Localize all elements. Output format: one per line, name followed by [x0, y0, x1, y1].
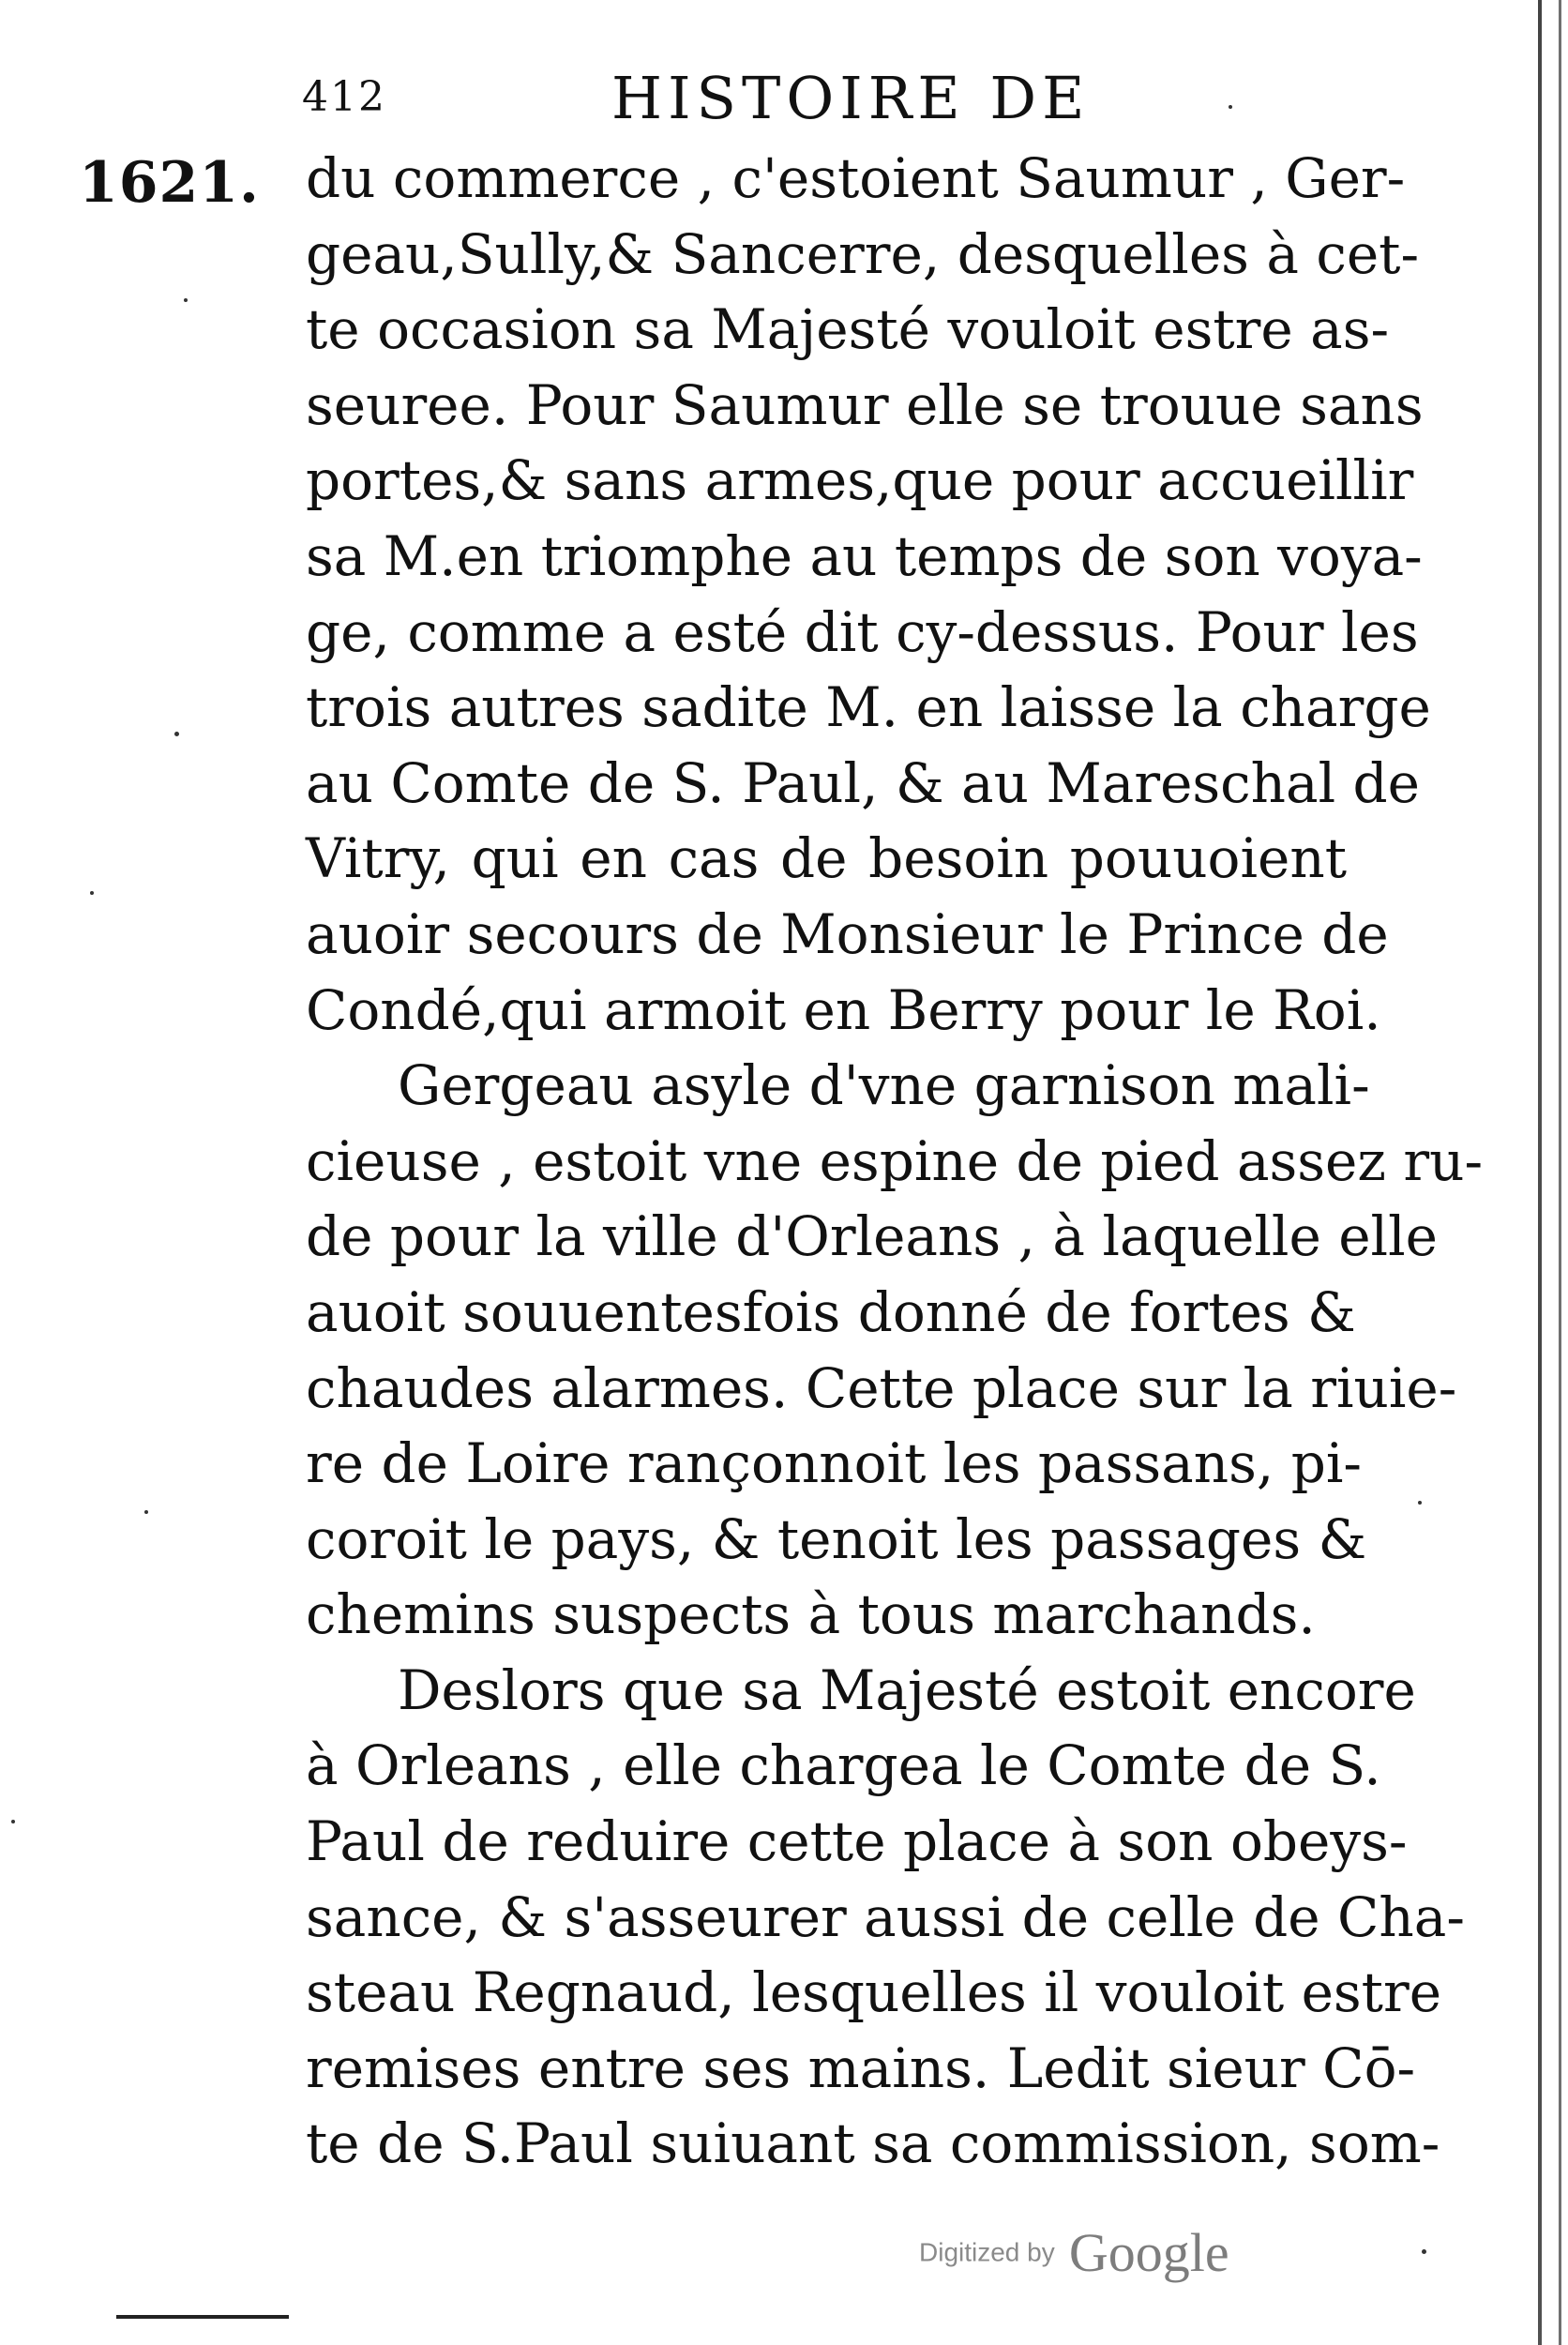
text-line: re de Loire rançonnoit les passans, pi-	[306, 1431, 1362, 1496]
text-line: remises entre ses mains. Ledit sieur Cō-	[306, 2035, 1416, 2100]
text-line: au Comte de S. Paul, & au Mareschal de	[306, 750, 1421, 815]
ink-speck	[1229, 105, 1232, 109]
ink-speck	[184, 298, 188, 302]
text-line: chemins suspects à tous marchands.	[306, 1582, 1316, 1647]
ink-speck	[11, 1820, 15, 1823]
paragraph-first-line: Deslors que sa Majesté estoit encore	[398, 1657, 1416, 1722]
paragraph-first-line: Gergeau asyle d'vne garnison mali-	[398, 1053, 1370, 1118]
ink-speck	[1418, 1501, 1422, 1505]
ink-speck	[90, 891, 94, 895]
text-line: trois autres sadite M. en laisse la charge	[306, 675, 1431, 740]
margin-year: 1621.	[79, 150, 260, 216]
text-line: te de S.Paul suiuant sa commission, som-	[306, 2111, 1440, 2176]
text-line: Condé,qui armoit en Berry pour le Roi.	[306, 977, 1381, 1042]
text-line: seuree. Pour Saumur elle se trouue sans	[306, 372, 1424, 437]
text-line: à Orleans , elle chargea le Comte de S.	[306, 1733, 1381, 1798]
binding-edge-line	[1538, 0, 1542, 2345]
text-line: de pour la ville d'Orleans , à laquelle elle	[306, 1204, 1438, 1269]
text-line: te occasion sa Majesté vouloit estre as-	[306, 297, 1390, 362]
text-line: sance, & s'asseurer aussi de celle de Cha-	[306, 1884, 1465, 1949]
text-line: steau Regnaud, lesquelles il vouloit estre	[306, 1960, 1442, 2025]
digitized-by-label: Digitized by	[919, 2237, 1055, 2267]
text-line: auoir secours de Monsieur le Prince de	[306, 901, 1389, 966]
text-line: du commerce , c'estoient Saumur , Ger-	[306, 146, 1406, 210]
text-line: coroit le pays, & tenoit les passages &	[306, 1506, 1367, 1571]
text-line: portes,& sans armes,que pour accueillir	[306, 448, 1414, 513]
text-line: sa M.en triomphe au temps de son voya-	[306, 523, 1423, 588]
ink-speck	[1422, 2249, 1426, 2254]
page-header	[0, 64, 1568, 132]
ink-speck	[174, 732, 179, 736]
text-line: chaudes alarmes. Cette place sur la riuie-	[306, 1355, 1457, 1420]
running-title: HISTOIRE DE	[611, 64, 1091, 132]
text-line: ge, comme a esté dit cy-dessus. Pour les	[306, 599, 1419, 664]
digitization-watermark	[919, 2221, 1229, 2284]
text-line: Paul de reduire cette place à son obeys-	[306, 1809, 1408, 1874]
bottom-rule	[116, 2315, 289, 2319]
text-line: geau,Sully,& Sancerre, desquelles à cet-	[306, 221, 1420, 286]
body-text	[306, 141, 1484, 2182]
binding-edge-line-outer	[1559, 0, 1561, 2345]
text-line: cieuse , estoit vne espine de pied assez ru-	[306, 1128, 1484, 1193]
ink-speck	[144, 1510, 148, 1514]
text-line: auoit souuentesfois donné de fortes &	[306, 1279, 1356, 1344]
page-number: 412	[302, 73, 386, 121]
google-logo-text: Google	[1068, 2222, 1229, 2283]
text-line: Vitry, qui en cas de besoin pouuoient	[306, 826, 1347, 891]
